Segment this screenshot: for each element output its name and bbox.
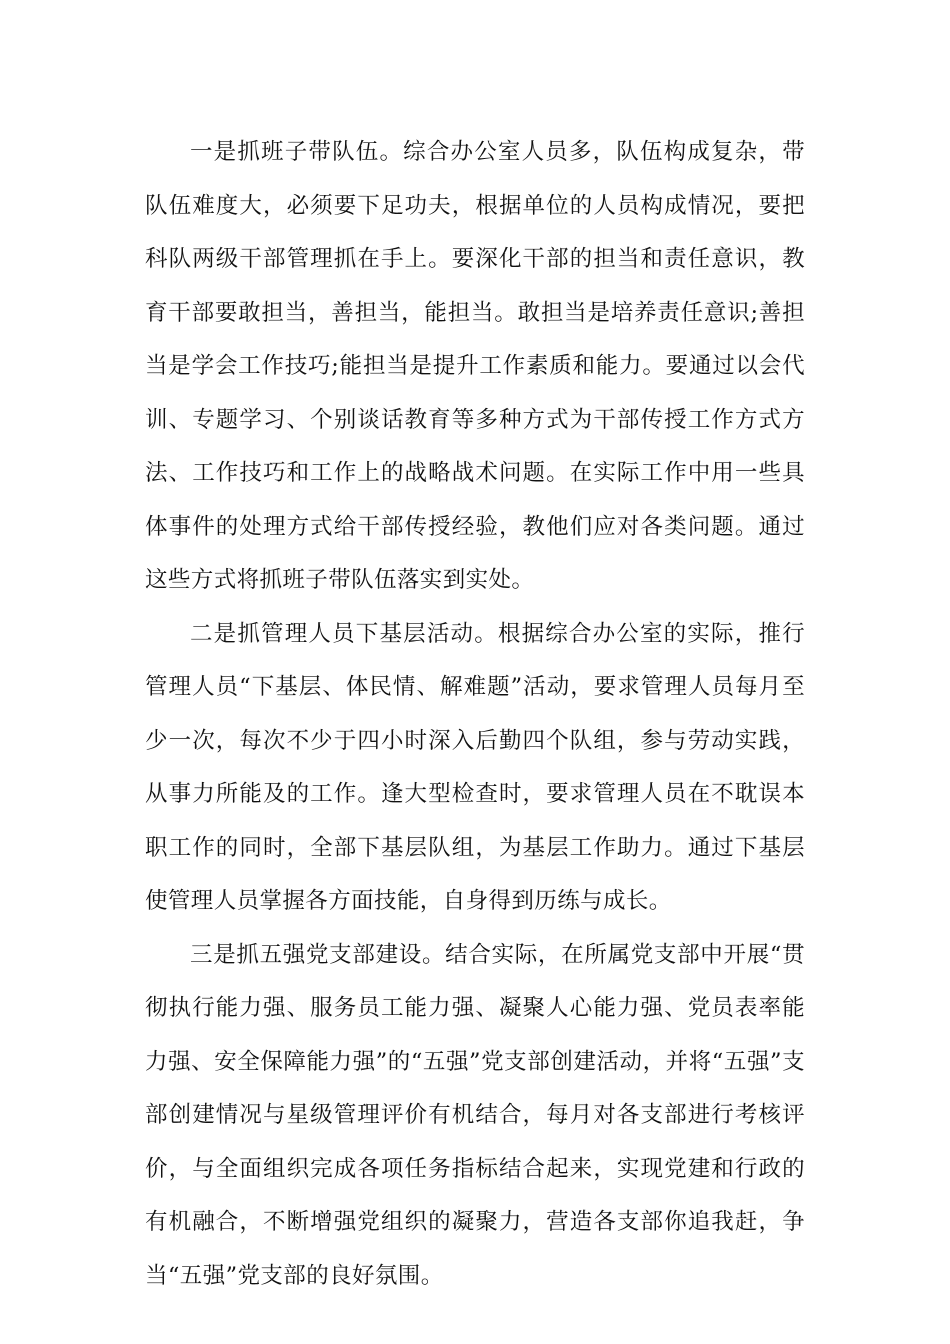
paragraph-party-branch-building: 三是抓五强党支部建设。结合实际，在所属党支部中开展“贯彻执行能力强、服务员工能力强、凝聚人心能力强、党员表率能力强、安全保障能力强”的“五强”党支部创建活动，并将“五强”支部创建情况与星级管理评价有机结合，每月对各支部进行考核评价，与全面组织完成各项任务指标结合起来，实现党建和行政的有机融合，不断增强党组织的凝聚力，营造各支部你追我赶，争当“五强”党支部的良好氛围。 (145, 941, 805, 1289)
paragraph-grassroots-activity: 二是抓管理人员下基层活动。根据综合办公室的实际，推行管理人员“下基层、体民情、解难题”活动，要求管理人员每月至少一次，每次不少于四小时深入后勤四个队组，参与劳动实践，从事力所能及的工作。逢大型检查时，要求管理人员在不耽误本职工作的同时，全部下基层队组，为基层工作助力。通过下基层使管理人员掌握各方面技能，自身得到历练与成长。 (145, 620, 805, 914)
document-body (145, 126, 805, 1303)
paragraph-leadership-team: 一是抓班子带队伍。综合办公室人员多，队伍构成复杂，带队伍难度大，必须要下足功夫，根据单位的人员构成情况，要把科队两级干部管理抓在手上。要深化干部的担当和责任意识，教育干部要敢担当，善担当，能担当。敢担当是培养责任意识;善担当是学会工作技巧;能担当是提升工作素质和能力。要通过以会代训、专题学习、个别谈话教育等多种方式为干部传授工作方式方法、工作技巧和工作上的战略战术问题。在实际工作中用一些具体事件的处理方式给干部传授经验，教他们应对各类问题。通过这些方式将抓班子带队伍落实到实处。 (145, 139, 805, 593)
